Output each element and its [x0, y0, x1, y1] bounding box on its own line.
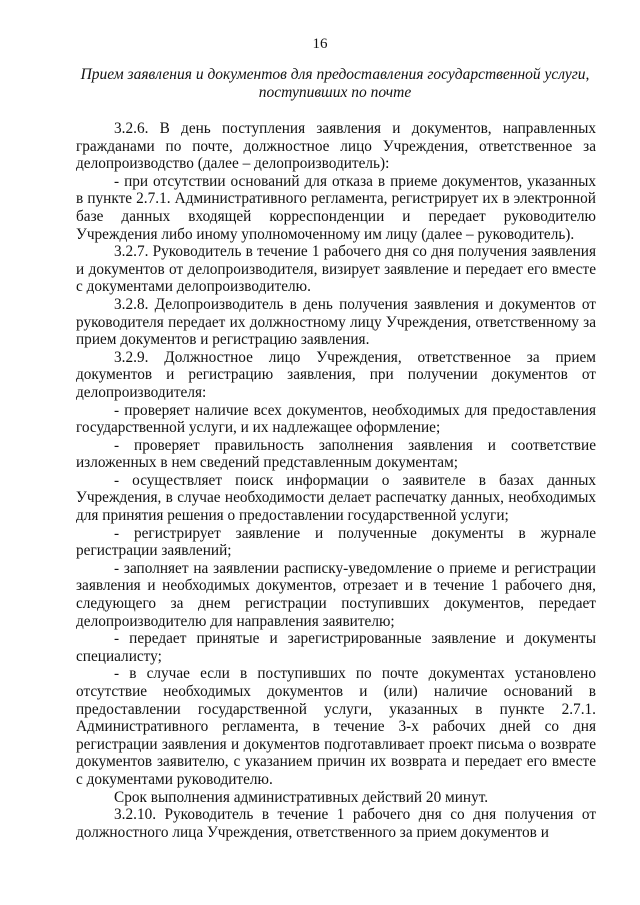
list-item-search-info: - осуществляет поиск информации о заявителе в базах данных Учреждения, в случае необходимости делает распечатку данных, необходимых для принятия решения о предоставлении государственной услуги; [76, 471, 596, 525]
list-item-register: - регистрирует заявление и полученные документы в журнале регистрации заявлений; [76, 524, 596, 560]
paragraph-deadline: Срок выполнения административных действий 20 минут. [114, 788, 489, 806]
paragraph-3-2-8: 3.2.8. Делопроизводитель в день получения заявления и документов от руководителя передает их должностному лицу Учреждения, ответственному за прием документов и регистрацию заявления. [76, 295, 596, 349]
list-item-check-correctness: - проверяет правильность заполнения заявления и соответствие изложенных в нем сведений представленным документам; [76, 436, 596, 472]
section-title: Прием заявления и документов для предоставления государственной услуги, поступивших по почте [80, 66, 590, 101]
list-item-check-documents: - проверяет наличие всех документов, необходимых для предоставления государственной услуги, и их надлежащее оформление; [76, 401, 596, 437]
page-number: 16 [312, 36, 328, 52]
paragraph-registration-item: - при отсутствии оснований для отказа в приеме документов, указанных в пункте 2.7.1. Административного регламента, регистрирует их в электронной базе данных входящей корреспонденции и передает руководителю Учреждения либо иному уполномоченному им лицу (далее – руководитель). [76, 172, 596, 243]
list-item-receipt: - заполняет на заявлении расписку-уведомление о приеме и регистрации заявления и необходимых документов, отрезает и в течение 1 рабочего дня, следующего за днем регистрации поступивших документов, передает делопроизводителю для направления заявителю; [76, 559, 596, 630]
paragraph-3-2-10: 3.2.10. Руководитель в течение 1 рабочего дня со дня получения от должностного лица Учреждения, ответственного за прием документов и [76, 806, 596, 841]
paragraph-3-2-6: 3.2.6. В день поступления заявления и документов, направленных гражданами по почте, должностное лицо Учреждения, ответственное за делопроизводство (далее – делопроизводитель): [76, 120, 596, 173]
paragraph-3-2-9: 3.2.9. Должностное лицо Учреждения, ответственное за прием документов и регистрацию заявления, при получении документов от делопроизводителя: [76, 348, 596, 401]
list-item-transfer: - передает принятые и зарегистрированные заявление и документы специалисту; [76, 630, 596, 665]
document-body [76, 120, 596, 841]
paragraph-3-2-7: 3.2.7. Руководитель в течение 1 рабочего дня со дня получения заявления и документов от делопроизводителя, визирует заявление и передает его вместе с документами делопроизводителю. [76, 243, 596, 296]
list-item-return: - в случае если в поступивших по почте документах установлено отсутствие необходимых документов и (или) наличие оснований в предоставлении государственной услуги, указанных в пункте 2.7.1. Административного регламента, в течение 3-х рабочих дней со дня регистрации заявления и документов подготавливает проект письма о возврате документов заявителю, с указанием причин их возврата и передает его вместе с документами руководителю. [76, 665, 596, 788]
